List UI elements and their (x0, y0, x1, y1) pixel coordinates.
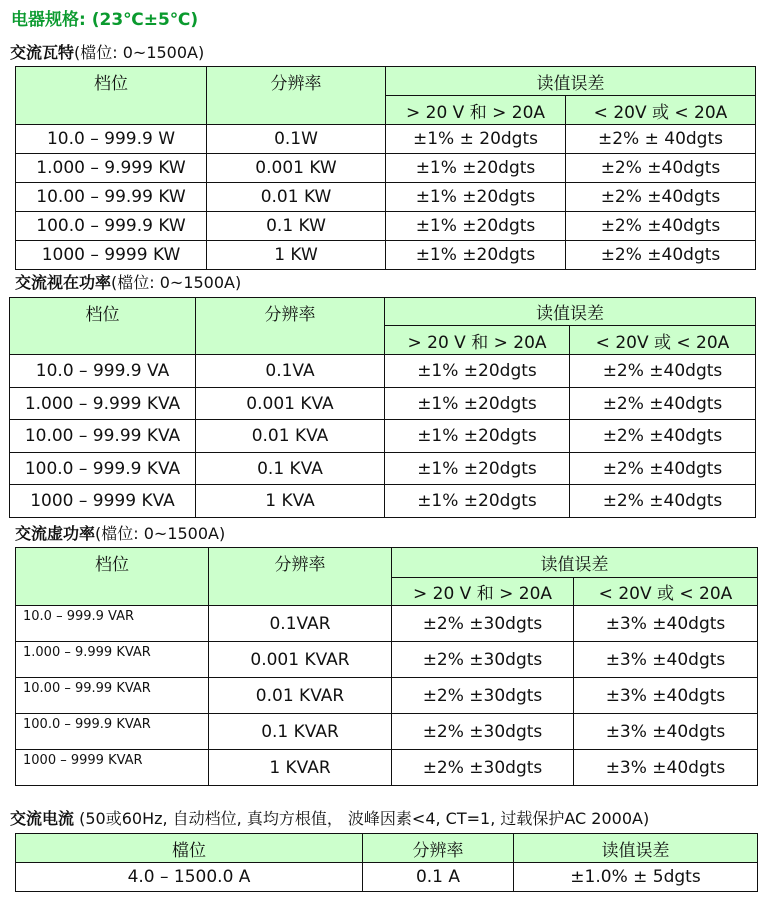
cell-acc-low: ±3% ±40dgts (574, 642, 758, 678)
cell-resolution: 0.1W (207, 125, 386, 154)
cell-range: 10.00 – 99.99 KW (16, 183, 207, 212)
section-title-main: 交流瓦特 (10, 43, 75, 62)
cell-acc-low: ±2% ±40dgts (566, 154, 756, 183)
cell-acc-low: ±2% ±40dgts (570, 388, 756, 420)
section-title-main: 交流虚功率 (15, 524, 96, 543)
cell-acc-high: ±2% ±30dgts (392, 642, 574, 678)
cell-acc-high: ±1% ±20dgts (386, 183, 566, 212)
table-row (16, 241, 756, 270)
table-row (16, 606, 758, 642)
cell-acc-high: ±2% ±30dgts (392, 714, 574, 750)
header-accuracy: 读值误差 (385, 298, 756, 326)
cell-range: 4.0 – 1500.0 A (16, 863, 363, 892)
cell-resolution: 0.01 KVAR (209, 678, 392, 714)
cell-acc-high: ±1% ±20dgts (386, 241, 566, 270)
cell-range: 100.0 – 999.9 KW (16, 212, 207, 241)
cell-resolution: 0.1 A (363, 863, 514, 892)
section-title-note: (50或60Hz, 自动档位, 真均方根值， 波峰因素<4, CT=1, 过载保护AC 2000A) (74, 809, 650, 828)
ac-watt-table (15, 66, 756, 270)
ac-reactive-power-table (15, 547, 758, 786)
cell-range: 100.0 – 999.9 KVAR (16, 714, 209, 750)
cell-range: 1.000 – 9.999 KW (16, 154, 207, 183)
header-accuracy: 读值误差 (386, 67, 756, 96)
header-range: 档位 (10, 298, 196, 355)
table-row (16, 678, 758, 714)
cell-acc-high: ±1% ±20dgts (385, 388, 570, 420)
cell-acc-low: ±2% ±40dgts (570, 453, 756, 485)
table-row (10, 355, 756, 388)
header-range: 档位 (16, 67, 207, 125)
cell-acc-high: ±2% ±30dgts (392, 750, 574, 786)
header-resolution: 分辨率 (196, 298, 385, 355)
table-row (10, 420, 756, 453)
cell-range: 1.000 – 9.999 KVAR (16, 642, 209, 678)
cell-acc-low: ±2% ±40dgts (566, 241, 756, 270)
section-title-main: 交流电流 (10, 809, 75, 828)
cell-resolution: 1 KVAR (209, 750, 392, 786)
table-row (16, 750, 758, 786)
cell-acc-high: ±1% ±20dgts (385, 453, 570, 485)
table-row (16, 863, 758, 892)
cell-acc-low: ±3% ±40dgts (574, 714, 758, 750)
section-title-note: (檔位: 0~1500A) (74, 43, 205, 62)
cell-acc-low: ±2% ±40dgts (566, 183, 756, 212)
cell-acc-low: ±3% ±40dgts (574, 750, 758, 786)
cell-acc-low: ±3% ±40dgts (574, 606, 758, 642)
header-resolution: 分辨率 (207, 67, 386, 125)
cell-acc-low: ±2% ± 40dgts (566, 125, 756, 154)
table-row (10, 485, 756, 518)
header-cond-low: < 20V 或 < 20A (574, 578, 758, 606)
cell-acc-low: ±3% ±40dgts (574, 678, 758, 714)
section-title-ac-watt (10, 43, 204, 63)
cell-resolution: 0.001 KVA (196, 388, 385, 420)
cell-acc-low: ±2% ±40dgts (566, 212, 756, 241)
cell-range: 1000 – 9999 KVA (10, 485, 196, 518)
cell-range: 1.000 – 9.999 KVA (10, 388, 196, 420)
cell-acc-low: ±2% ±40dgts (570, 420, 756, 453)
cell-acc-low: ±2% ±40dgts (570, 355, 756, 388)
cell-acc-high: ±1% ±20dgts (385, 485, 570, 518)
header-accuracy: 读值误差 (514, 834, 758, 863)
section-title-main: 交流视在功率 (15, 273, 112, 292)
cell-range: 1000 – 9999 KVAR (16, 750, 209, 786)
section-title-ac-current (10, 809, 649, 829)
table-row (16, 642, 758, 678)
cell-resolution: 0.1 KVA (196, 453, 385, 485)
cell-acc-high: ±2% ±30dgts (392, 606, 574, 642)
cell-acc-low: ±2% ±40dgts (570, 485, 756, 518)
cell-range: 10.00 – 99.99 KVA (10, 420, 196, 453)
section-title-note: (檔位: 0~1500A) (111, 273, 242, 292)
cell-acc-high: ±1% ± 20dgts (386, 125, 566, 154)
header-range: 档位 (16, 548, 209, 606)
cell-resolution: 1 KW (207, 241, 386, 270)
cell-range: 10.00 – 99.99 KVAR (16, 678, 209, 714)
header-range: 檔位 (16, 834, 363, 863)
cell-range: 10.0 – 999.9 W (16, 125, 207, 154)
cell-resolution: 0.001 KW (207, 154, 386, 183)
cell-resolution: 0.1 KVAR (209, 714, 392, 750)
cell-resolution: 0.01 KVA (196, 420, 385, 453)
cell-acc-high: ±1% ±20dgts (385, 420, 570, 453)
header-cond-high: > 20 V 和 > 20A (386, 96, 566, 125)
table-row (10, 388, 756, 420)
header-accuracy: 读值误差 (392, 548, 758, 578)
table-row (16, 714, 758, 750)
header-resolution: 分辨率 (363, 834, 514, 863)
page-title: 电器规格: (23℃±5℃) (11, 10, 199, 30)
ac-apparent-power-table (9, 297, 756, 518)
table-row (16, 212, 756, 241)
section-title-ac-reactive-power (15, 524, 225, 544)
section-title-ac-apparent-power (15, 273, 241, 293)
table-row (16, 183, 756, 212)
cell-acc-high: ±1% ±20dgts (386, 154, 566, 183)
cell-acc-high: ±1% ±20dgts (386, 212, 566, 241)
cell-resolution: 0.1VA (196, 355, 385, 388)
cell-range: 10.0 – 999.9 VA (10, 355, 196, 388)
cell-range: 10.0 – 999.9 VAR (16, 606, 209, 642)
section-title-note: (檔位: 0~1500A) (95, 524, 226, 543)
ac-current-table (15, 833, 758, 892)
header-resolution: 分辨率 (209, 548, 392, 606)
cell-acc-high: ±2% ±30dgts (392, 678, 574, 714)
header-cond-high: > 20 V 和 > 20A (385, 326, 570, 355)
header-cond-low: < 20V 或 < 20A (570, 326, 756, 355)
cell-accuracy: ±1.0% ± 5dgts (514, 863, 758, 892)
cell-resolution: 1 KVA (196, 485, 385, 518)
header-cond-low: < 20V 或 < 20A (566, 96, 756, 125)
cell-resolution: 0.01 KW (207, 183, 386, 212)
cell-range: 100.0 – 999.9 KVA (10, 453, 196, 485)
cell-resolution: 0.1 KW (207, 212, 386, 241)
cell-resolution: 0.001 KVAR (209, 642, 392, 678)
table-row (16, 125, 756, 154)
cell-resolution: 0.1VAR (209, 606, 392, 642)
cell-range: 1000 – 9999 KW (16, 241, 207, 270)
cell-acc-high: ±1% ±20dgts (385, 355, 570, 388)
table-row (10, 453, 756, 485)
table-row (16, 154, 756, 183)
header-cond-high: > 20 V 和 > 20A (392, 578, 574, 606)
